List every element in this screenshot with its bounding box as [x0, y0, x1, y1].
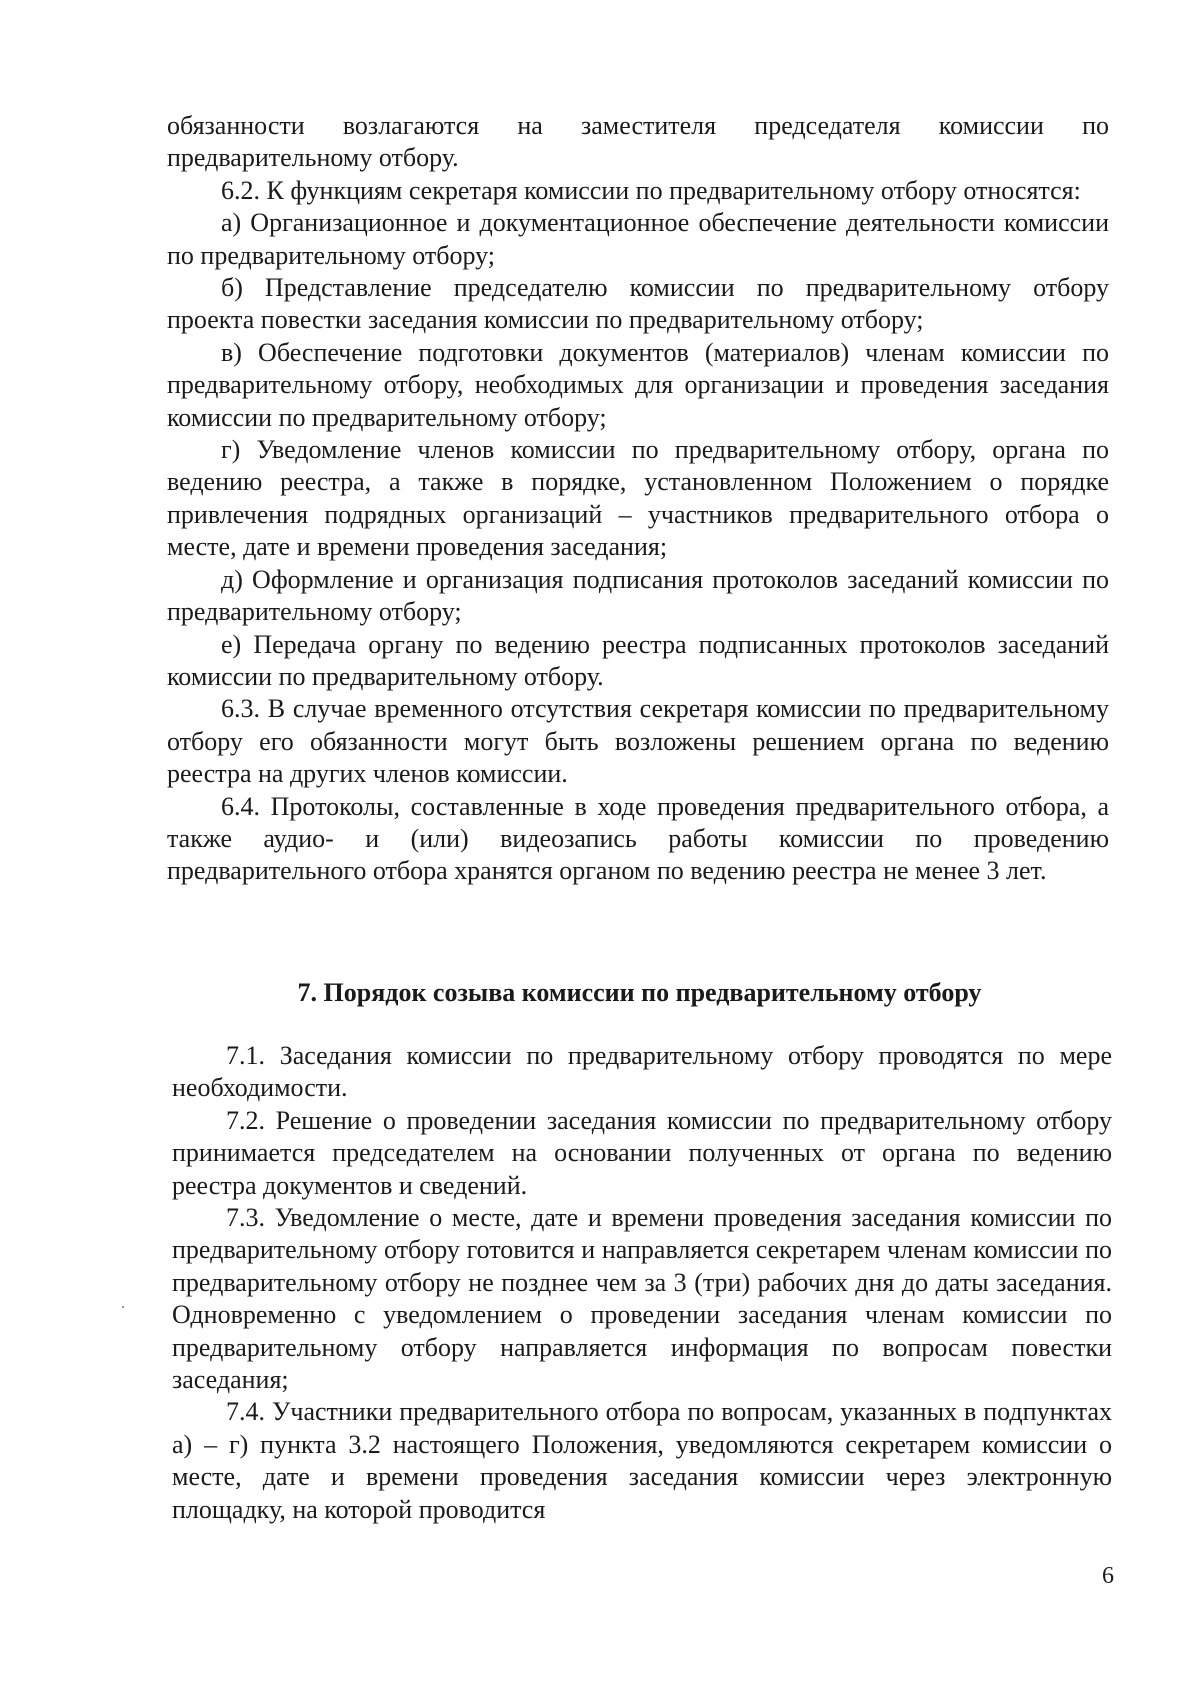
paragraph-7-3: 7.3. Уведомление о месте, дате и времени проведения заседания комиссии по предварительному отбору готовится и направляется секретарем членам комиссии по предварительному отбору не позднее чем за 3 (три) рабочих дня до даты заседания. Одновременно с уведомлением о проведении заседания членам комиссии по предварительному отбору направляется информация по вопросам повестки заседания;	[172, 1203, 1112, 1395]
section-6-continued	[167, 110, 1109, 888]
paragraph-6-3: 6.3. В случае временного отсутствия секретаря комиссии по предварительному отбору его обязанности могут быть возложены решением органа по ведению реестра на других членов комиссии.	[167, 694, 1109, 789]
paragraph-6-2-e: е) Передача органу по ведению реестра подписанных протоколов заседаний комиссии по предварительному отбору.	[167, 629, 1109, 691]
paragraph-continuation: обязанности возлагаются на заместителя председателя комиссии по предварительному отбору.	[167, 111, 1109, 173]
paragraph-6-2-v: в) Обеспечение подготовки документов (материалов) членам комиссии по предварительному отбору, необходимых для организации и проведения заседания комиссии по предварительному отбору;	[167, 337, 1109, 432]
paragraph-6-2-b: б) Представление председателю комиссии по предварительному отбору проекта повестки заседания комиссии по предварительному отбору;	[167, 273, 1109, 335]
section-7-heading: 7. Порядок созыва комиссии по предварительному отбору	[297, 978, 982, 1007]
page-number: 6	[1102, 1563, 1114, 1589]
paragraph-7-2: 7.2. Решение о проведении заседания комиссии по предварительному отбору принимается председателем на основании полученных от органа по ведению реестра документов и сведений.	[172, 1105, 1112, 1200]
section-7-body	[172, 1040, 1112, 1526]
paragraph-6-2: 6.2. К функциям секретаря комиссии по предварительному отбору относятся:	[221, 175, 1081, 205]
paragraph-7-1: 7.1. Заседания комиссии по предварительному отбору проводятся по мере необходимости.	[172, 1041, 1112, 1103]
paragraph-6-2-d: д) Оформление и организация подписания протоколов заседаний комиссии по предварительному отбору;	[167, 564, 1109, 627]
scan-speck	[122, 1306, 124, 1308]
paragraph-6-2-a: а) Организационное и документационное обеспечение деятельности комиссии по предварительному отбору;	[167, 208, 1109, 270]
paragraph-6-4: 6.4. Протоколы, составленные в ходе проведения предварительного отбора, а также аудио- и (или) видеозапись работы комиссии по проведению предварительного отбора хранятся органом по ведению реестра не менее 3 лет.	[167, 791, 1109, 886]
paragraph-7-4: 7.4. Участники предварительного отбора по вопросам, указанных в подпунктах а) – г) пункта 3.2 настоящего Положения, уведомляются секретарем комиссии о месте, дате и времени проведения заседания комиссии через электронную площадку, на которой проводится	[172, 1397, 1112, 1524]
paragraph-6-2-g: г) Уведомление членов комиссии по предварительному отбору, органа по ведению реестра, а также в порядке, установленном Положением о порядке привлечения подрядных организаций – участников предварительного отбора о месте, дате и времени проведения заседания;	[167, 435, 1109, 562]
